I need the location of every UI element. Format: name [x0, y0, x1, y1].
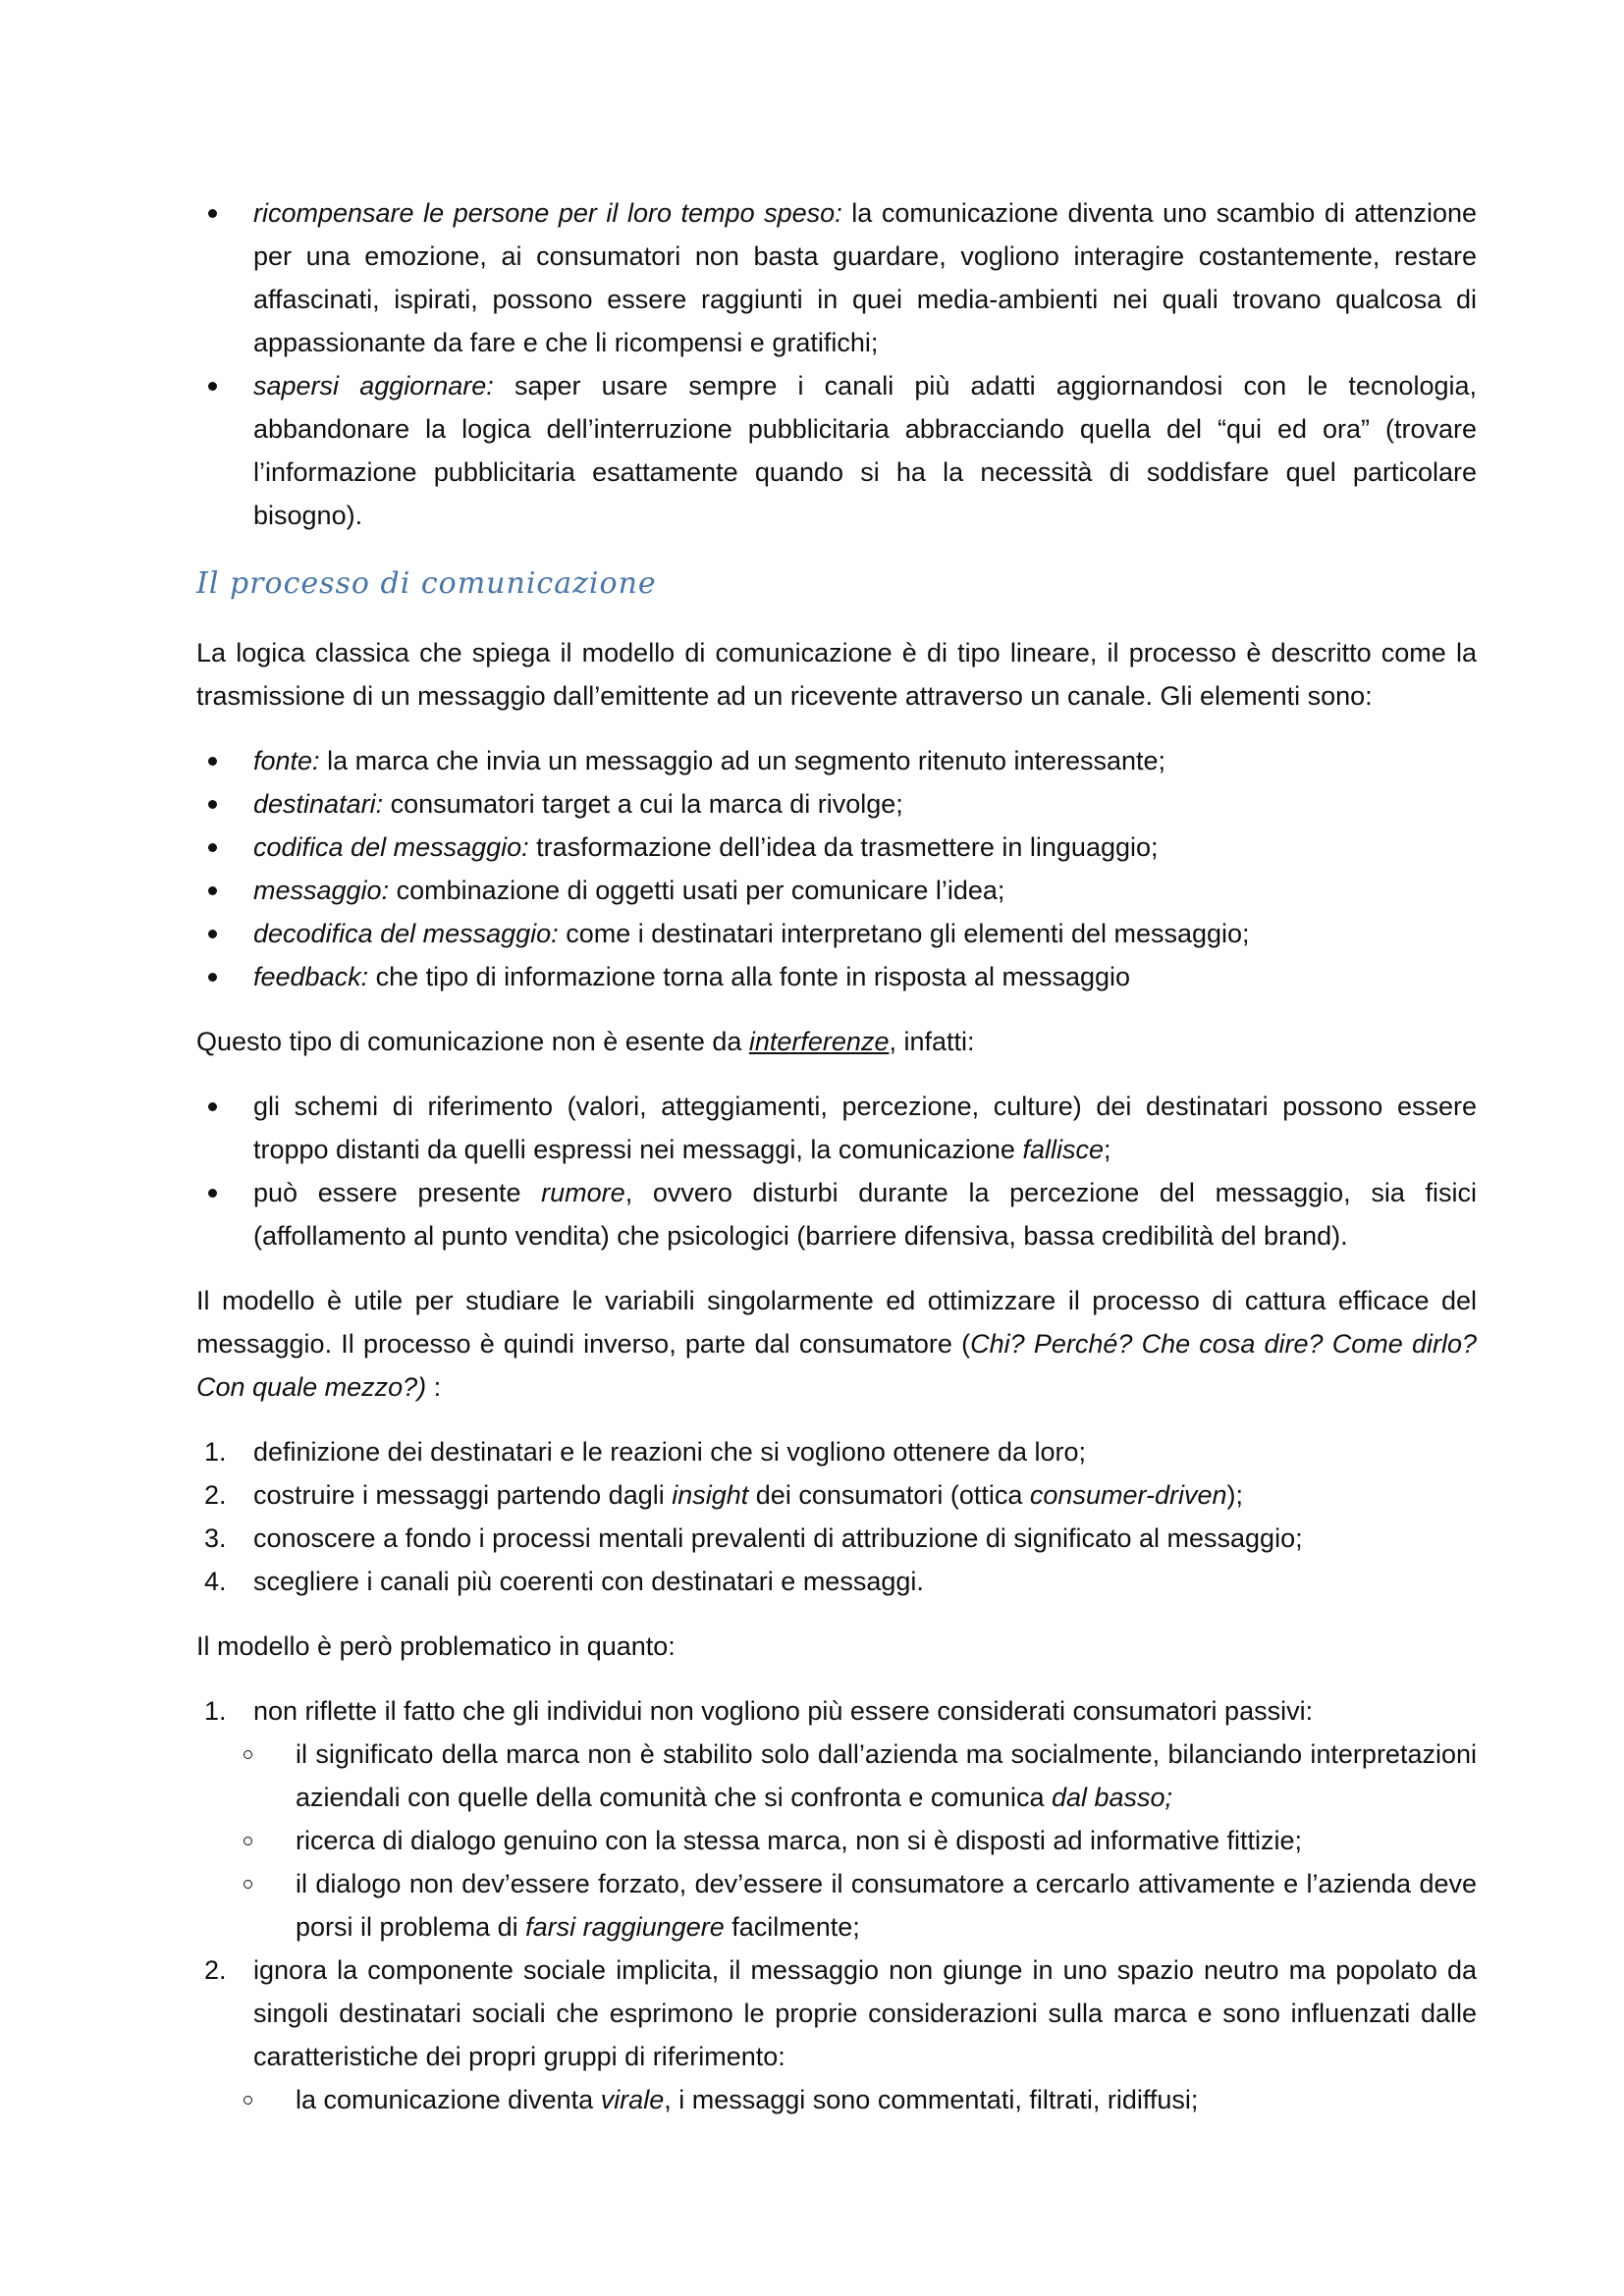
list-item: messaggio: combinazione di oggetti usati per comunicare l’idea;	[196, 869, 1477, 912]
list-item: il significato della marca non è stabilito solo dall’azienda ma socialmente, bilanciando interpretazioni aziendali con quelle della comunità che si confronta e comunica dal basso;	[196, 1733, 1477, 1819]
paragraph-classic-model: La logica classica che spiega il modello di comunicazione è di tipo lineare, il processo è descritto come la trasmissione di un messaggio dall’emittente ad un ricevente attraverso un canale. Gli elementi sono:	[196, 638, 1477, 711]
list-item: decodifica del messaggio: come i destinatari interpretano gli elementi del messaggio;	[196, 912, 1477, 955]
list-item: 4. scegliere i canali più coerenti con destinatari e messaggi.	[204, 1567, 924, 1596]
intro-bullet-list	[196, 191, 1477, 537]
list-item: feedback: che tipo di informazione torna alla fonte in risposta al messaggio	[196, 955, 1477, 998]
elements-bullet-list	[196, 739, 1477, 998]
list-item: 2. costruire i messaggi partendo dagli insight dei consumatori (ottica consumer-driven);	[204, 1480, 1243, 1510]
underlined-term: interferenze	[748, 1027, 890, 1056]
page-content	[196, 191, 1477, 2121]
sub-bullet-list	[196, 2078, 1477, 2121]
paragraph-problematic: Il modello è però problematico in quanto:	[196, 1631, 676, 1661]
list-item: sapersi aggiornare: saper usare sempre i canali più adatti aggiornandosi con le tecnologia, abbandonare la logica dell’interruzione pubblicitaria abbracciando quella del “qui ed ora” (trovare l’informazione pubblicitaria esattamente quando si ha la necessità di soddisfare quel particolare bisogno).	[196, 364, 1477, 537]
list-item: la comunicazione diventa virale, i messaggi sono commentati, filtrati, ridiffusi;	[196, 2078, 1477, 2121]
list-item: 3. conoscere a fondo i processi mentali prevalenti di attribuzione di significato al messaggio;	[204, 1523, 1303, 1553]
list-item: destinatari: consumatori target a cui la marca di rivolge;	[196, 782, 1477, 826]
section-heading: Il processo di comunicazione	[196, 566, 657, 601]
paragraph-model-utility: Il modello è utile per studiare le variabili singolarmente ed ottimizzare il processo di cattura efficace del messaggio. Il processo è quindi inverso, parte dal consumatore (Chi? Perché? Che cosa dire? Come dirlo? Con quale mezzo?) :	[196, 1286, 1478, 1402]
list-item: 1. non riflette il fatto che gli individui non vogliono più essere considerati consumatori passivi: il significato della marca non è stabilito solo dall’azienda ma socialmente, bilanciando interpretazioni aziendali con quelle della comunità che si confronta e comunica dal basso; ricerca di dialogo genuino con la stessa marca, non si è disposti ad informative fittizie; il dialogo non dev’essere forzato, dev’essere il consumatore a cercarlo attivamente e l’azienda deve porsi il problema di farsi raggiungere facilmente;	[196, 1689, 1477, 1949]
list-item: il dialogo non dev’essere forzato, dev’essere il consumatore a cercarlo attivamente e l’azienda deve porsi il problema di farsi raggiungere facilmente;	[196, 1862, 1477, 1949]
list-item: 1. definizione dei destinatari e le reazioni che si vogliono ottenere da loro;	[204, 1437, 1087, 1467]
interferences-bullet-list	[196, 1085, 1477, 1257]
list-item: 2. ignora la componente sociale implicita, il messaggio non giunge in uno spazio neutro ma popolato da singoli destinatari sociali che esprimono le proprie considerazioni sulla marca e sono influenzati dalle caratteristiche dei propri gruppi di riferimento: la comunicazione diventa virale, i messaggi sono commentati, filtrati, ridiffusi;	[196, 1949, 1477, 2121]
list-item: ricerca di dialogo genuino con la stessa marca, non si è disposti ad informative fittizie;	[196, 1819, 1477, 1862]
problems-numbered-list	[196, 1689, 1477, 2121]
paragraph-interferences: Questo tipo di comunicazione non è esente da interferenze, infatti:	[196, 1027, 975, 1056]
list-item: ricompensare le persone per il loro tempo speso: la comunicazione diventa uno scambio di attenzione per una emozione, ai consumatori non basta guardare, vogliono interagire costantemente, restare affascinati, ispirati, possono essere raggiunti in quei media-ambienti nei quali trovano qualcosa di appassionante da fare e che li ricompensi e gratifichi;	[196, 191, 1477, 364]
steps-numbered-list	[196, 1430, 1477, 1603]
list-item: fonte: la marca che invia un messaggio ad un segmento ritenuto interessante;	[196, 739, 1477, 782]
list-item: codifica del messaggio: trasformazione dell’idea da trasmettere in linguaggio;	[196, 826, 1477, 869]
list-item: gli schemi di riferimento (valori, atteggiamenti, percezione, culture) dei destinatari possono essere troppo distanti da quelli espressi nei messaggi, la comunicazione fallisce;	[196, 1085, 1477, 1171]
list-item: può essere presente rumore, ovvero disturbi durante la percezione del messaggio, sia fisici (affollamento al punto vendita) che psicologici (barriere difensiva, bassa credibilità del brand).	[196, 1171, 1477, 1257]
sub-bullet-list	[196, 1733, 1477, 1949]
